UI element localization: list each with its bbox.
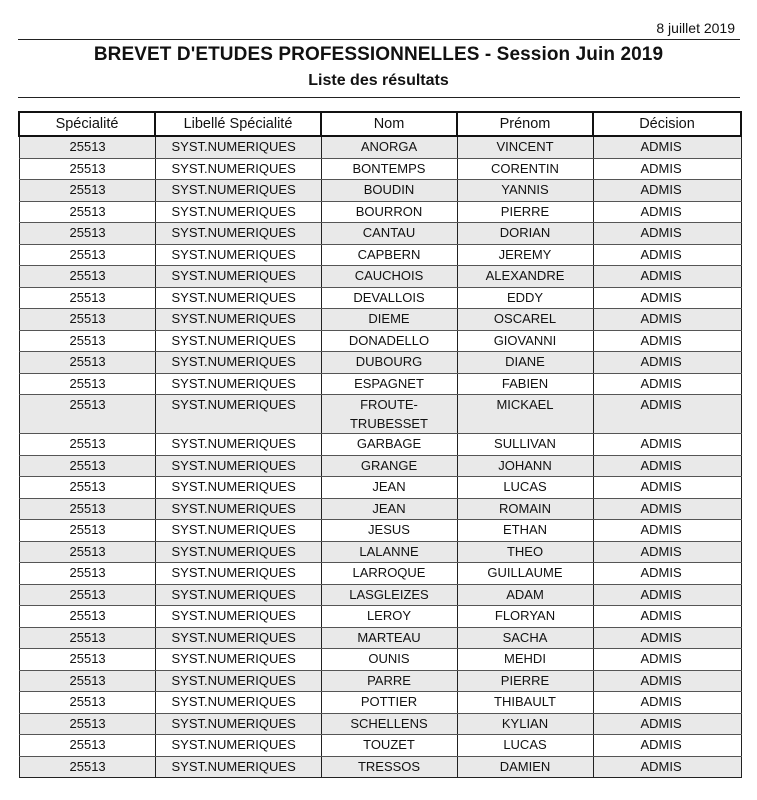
cell-prenom: THEO <box>457 541 593 563</box>
cell-libelle: SYST.NUMERIQUES <box>155 670 321 692</box>
cell-nom: CANTAU <box>321 223 457 245</box>
table-row <box>19 434 741 456</box>
cell-decision: ADMIS <box>593 541 741 563</box>
cell-specialite: 25513 <box>19 541 155 563</box>
table-row <box>19 201 741 223</box>
cell-nom: BONTEMPS <box>321 158 457 180</box>
cell-specialite: 25513 <box>19 352 155 374</box>
cell-nom: ESPAGNET <box>321 373 457 395</box>
cell-nom: DUBOURG <box>321 352 457 374</box>
cell-decision: ADMIS <box>593 735 741 757</box>
cell-libelle: SYST.NUMERIQUES <box>155 352 321 374</box>
cell-prenom: GIOVANNI <box>457 330 593 352</box>
cell-libelle: SYST.NUMERIQUES <box>155 309 321 331</box>
cell-decision: ADMIS <box>593 520 741 542</box>
cell-decision: ADMIS <box>593 373 741 395</box>
cell-nom: DONADELLO <box>321 330 457 352</box>
table-row <box>19 627 741 649</box>
cell-specialite: 25513 <box>19 649 155 671</box>
cell-decision: ADMIS <box>593 158 741 180</box>
cell-decision: ADMIS <box>593 649 741 671</box>
results-body <box>19 136 741 778</box>
cell-nom: DIEME <box>321 309 457 331</box>
cell-nom: LARROQUE <box>321 563 457 585</box>
cell-libelle: SYST.NUMERIQUES <box>155 287 321 309</box>
cell-libelle: SYST.NUMERIQUES <box>155 180 321 202</box>
table-row <box>19 606 741 628</box>
cell-specialite: 25513 <box>19 627 155 649</box>
document-subtitle: Liste des résultats <box>308 72 449 89</box>
table-row <box>19 395 741 434</box>
table-row <box>19 541 741 563</box>
cell-decision: ADMIS <box>593 606 741 628</box>
cell-prenom: PIERRE <box>457 201 593 223</box>
column-header-prenom: Prénom <box>457 112 593 136</box>
cell-nom: JEAN <box>321 477 457 499</box>
table-row <box>19 563 741 585</box>
cell-specialite: 25513 <box>19 244 155 266</box>
column-header-decision: Décision <box>593 112 741 136</box>
table-row <box>19 287 741 309</box>
cell-decision: ADMIS <box>593 136 741 158</box>
cell-libelle: SYST.NUMERIQUES <box>155 373 321 395</box>
cell-prenom: LUCAS <box>457 477 593 499</box>
cell-prenom: GUILLAUME <box>457 563 593 585</box>
cell-decision: ADMIS <box>593 352 741 374</box>
document-title: BREVET D'ETUDES PROFESSIONNELLES - Session Juin 2019 <box>93 44 664 65</box>
table-row <box>19 477 741 499</box>
document-date: 8 juillet 2019 <box>656 20 735 36</box>
cell-decision: ADMIS <box>593 180 741 202</box>
cell-libelle: SYST.NUMERIQUES <box>155 649 321 671</box>
cell-specialite: 25513 <box>19 223 155 245</box>
cell-specialite: 25513 <box>19 309 155 331</box>
cell-specialite: 25513 <box>19 498 155 520</box>
cell-specialite: 25513 <box>19 330 155 352</box>
table-row <box>19 713 741 735</box>
cell-decision: ADMIS <box>593 309 741 331</box>
cell-libelle: SYST.NUMERIQUES <box>155 136 321 158</box>
column-header-nom: Nom <box>321 112 457 136</box>
table-row <box>19 223 741 245</box>
cell-libelle: SYST.NUMERIQUES <box>155 756 321 778</box>
cell-prenom: LUCAS <box>457 735 593 757</box>
table-row <box>19 692 741 714</box>
cell-prenom: ADAM <box>457 584 593 606</box>
cell-prenom: JOHANN <box>457 455 593 477</box>
cell-decision: ADMIS <box>593 627 741 649</box>
cell-prenom: ETHAN <box>457 520 593 542</box>
cell-decision: ADMIS <box>593 713 741 735</box>
cell-specialite: 25513 <box>19 158 155 180</box>
cell-libelle: SYST.NUMERIQUES <box>155 477 321 499</box>
top-rule <box>18 39 740 40</box>
cell-nom: OUNIS <box>321 649 457 671</box>
table-row <box>19 584 741 606</box>
cell-specialite: 25513 <box>19 373 155 395</box>
cell-decision: ADMIS <box>593 244 741 266</box>
table-row <box>19 180 741 202</box>
table-row <box>19 373 741 395</box>
results-table <box>18 111 742 778</box>
cell-specialite: 25513 <box>19 606 155 628</box>
cell-specialite: 25513 <box>19 520 155 542</box>
cell-decision: ADMIS <box>593 395 741 434</box>
table-row <box>19 455 741 477</box>
cell-specialite: 25513 <box>19 201 155 223</box>
cell-libelle: SYST.NUMERIQUES <box>155 692 321 714</box>
cell-prenom: JEREMY <box>457 244 593 266</box>
bottom-rule <box>18 97 740 98</box>
cell-libelle: SYST.NUMERIQUES <box>155 158 321 180</box>
cell-nom: CAPBERN <box>321 244 457 266</box>
cell-libelle: SYST.NUMERIQUES <box>155 201 321 223</box>
cell-nom: LEROY <box>321 606 457 628</box>
cell-prenom: ALEXANDRE <box>457 266 593 288</box>
cell-libelle: SYST.NUMERIQUES <box>155 563 321 585</box>
cell-nom: LASGLEIZES <box>321 584 457 606</box>
cell-specialite: 25513 <box>19 670 155 692</box>
table-row <box>19 735 741 757</box>
column-header-libelle: Libellé Spécialité <box>155 112 321 136</box>
cell-libelle: SYST.NUMERIQUES <box>155 713 321 735</box>
cell-libelle: SYST.NUMERIQUES <box>155 584 321 606</box>
cell-nom: TOUZET <box>321 735 457 757</box>
cell-specialite: 25513 <box>19 395 155 434</box>
table-row <box>19 266 741 288</box>
cell-nom: LALANNE <box>321 541 457 563</box>
cell-specialite: 25513 <box>19 455 155 477</box>
cell-nom: PARRE <box>321 670 457 692</box>
cell-specialite: 25513 <box>19 584 155 606</box>
cell-libelle: SYST.NUMERIQUES <box>155 330 321 352</box>
cell-specialite: 25513 <box>19 692 155 714</box>
cell-specialite: 25513 <box>19 266 155 288</box>
cell-libelle: SYST.NUMERIQUES <box>155 541 321 563</box>
cell-prenom: ROMAIN <box>457 498 593 520</box>
cell-prenom: KYLIAN <box>457 713 593 735</box>
cell-libelle: SYST.NUMERIQUES <box>155 735 321 757</box>
cell-prenom: DORIAN <box>457 223 593 245</box>
cell-nom: SCHELLENS <box>321 713 457 735</box>
cell-decision: ADMIS <box>593 330 741 352</box>
cell-specialite: 25513 <box>19 756 155 778</box>
cell-prenom: DAMIEN <box>457 756 593 778</box>
table-row <box>19 136 741 158</box>
cell-nom: ANORGA <box>321 136 457 158</box>
table-header-row <box>19 112 741 136</box>
cell-prenom: MEHDI <box>457 649 593 671</box>
cell-decision: ADMIS <box>593 477 741 499</box>
table-row <box>19 309 741 331</box>
cell-libelle: SYST.NUMERIQUES <box>155 520 321 542</box>
cell-libelle: SYST.NUMERIQUES <box>155 395 321 434</box>
cell-prenom: SACHA <box>457 627 593 649</box>
cell-prenom: DIANE <box>457 352 593 374</box>
cell-decision: ADMIS <box>593 223 741 245</box>
cell-prenom: MICKAEL <box>457 395 593 434</box>
cell-libelle: SYST.NUMERIQUES <box>155 627 321 649</box>
cell-decision: ADMIS <box>593 670 741 692</box>
cell-prenom: PIERRE <box>457 670 593 692</box>
cell-libelle: SYST.NUMERIQUES <box>155 455 321 477</box>
cell-prenom: EDDY <box>457 287 593 309</box>
cell-prenom: OSCAREL <box>457 309 593 331</box>
cell-specialite: 25513 <box>19 287 155 309</box>
cell-specialite: 25513 <box>19 180 155 202</box>
cell-nom: BOURRON <box>321 201 457 223</box>
cell-nom: GARBAGE <box>321 434 457 456</box>
cell-prenom: YANNIS <box>457 180 593 202</box>
column-header-specialite: Spécialité <box>19 112 155 136</box>
table-row <box>19 498 741 520</box>
cell-specialite: 25513 <box>19 563 155 585</box>
cell-nom: FROUTE- TRUBESSET <box>321 395 457 434</box>
cell-specialite: 25513 <box>19 136 155 158</box>
table-row <box>19 352 741 374</box>
table-row <box>19 330 741 352</box>
cell-decision: ADMIS <box>593 266 741 288</box>
cell-nom: MARTEAU <box>321 627 457 649</box>
cell-libelle: SYST.NUMERIQUES <box>155 223 321 245</box>
cell-prenom: FABIEN <box>457 373 593 395</box>
cell-nom: BOUDIN <box>321 180 457 202</box>
cell-decision: ADMIS <box>593 201 741 223</box>
table-row <box>19 244 741 266</box>
cell-prenom: FLORYAN <box>457 606 593 628</box>
cell-libelle: SYST.NUMERIQUES <box>155 606 321 628</box>
cell-libelle: SYST.NUMERIQUES <box>155 266 321 288</box>
cell-nom: POTTIER <box>321 692 457 714</box>
cell-specialite: 25513 <box>19 434 155 456</box>
cell-decision: ADMIS <box>593 434 741 456</box>
cell-specialite: 25513 <box>19 477 155 499</box>
cell-nom: CAUCHOIS <box>321 266 457 288</box>
table-row <box>19 158 741 180</box>
cell-prenom: VINCENT <box>457 136 593 158</box>
cell-nom: GRANGE <box>321 455 457 477</box>
table-row <box>19 520 741 542</box>
cell-libelle: SYST.NUMERIQUES <box>155 434 321 456</box>
cell-nom: TRESSOS <box>321 756 457 778</box>
cell-nom: DEVALLOIS <box>321 287 457 309</box>
cell-nom: JESUS <box>321 520 457 542</box>
cell-decision: ADMIS <box>593 692 741 714</box>
cell-decision: ADMIS <box>593 455 741 477</box>
cell-decision: ADMIS <box>593 498 741 520</box>
table-row <box>19 756 741 778</box>
table-row <box>19 649 741 671</box>
cell-libelle: SYST.NUMERIQUES <box>155 498 321 520</box>
cell-decision: ADMIS <box>593 584 741 606</box>
cell-specialite: 25513 <box>19 735 155 757</box>
cell-prenom: SULLIVAN <box>457 434 593 456</box>
cell-prenom: THIBAULT <box>457 692 593 714</box>
cell-decision: ADMIS <box>593 756 741 778</box>
cell-nom: JEAN <box>321 498 457 520</box>
cell-decision: ADMIS <box>593 563 741 585</box>
cell-prenom: CORENTIN <box>457 158 593 180</box>
cell-libelle: SYST.NUMERIQUES <box>155 244 321 266</box>
cell-decision: ADMIS <box>593 287 741 309</box>
cell-specialite: 25513 <box>19 713 155 735</box>
results-table-container <box>18 111 740 778</box>
table-row <box>19 670 741 692</box>
